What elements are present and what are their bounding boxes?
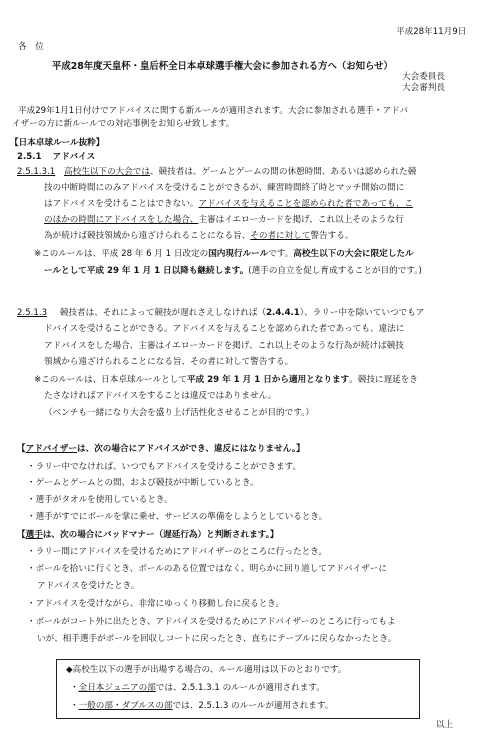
rule-text: 、競技者は、ゲームとゲームの間の休憩時間、あるいは認められた競 bbox=[149, 167, 417, 177]
rule-2-5-1-3-1-line-4 bbox=[44, 215, 404, 226]
rule-number: 2.5.1.3.1 bbox=[17, 167, 56, 177]
advisor-label: アドバイザー bbox=[25, 444, 78, 454]
rule-text-underlined: のほかの時間にアドバイスをした場合、 bbox=[44, 215, 199, 225]
rule-text: 競技者は、それによって競技が遅れさえしなければ（ bbox=[59, 308, 267, 318]
closing-mark: 以上 bbox=[436, 720, 454, 730]
player-item: ・ボールを拾いに行くとき、ボールのある位置ではなく、明らかに回り道してアドバイザーに bbox=[27, 564, 387, 574]
rule-text-underlined: その者に対して bbox=[250, 231, 311, 241]
bracket: 【 bbox=[17, 530, 26, 540]
rule-text: はアドバイスを受けることはできない。 bbox=[44, 199, 199, 209]
rule-condition: 高校生以下の大会では bbox=[64, 167, 150, 177]
rule-2-5-1-3-line-4: 領域から遠ざけられることになる旨、その者に対して警告する。 bbox=[44, 357, 294, 367]
rule-2-5-1-3-1-note-2 bbox=[44, 266, 422, 277]
notice-line-3 bbox=[70, 701, 333, 712]
rule-text: 為が続けば競技領域から遠ざけられることになる旨、 bbox=[44, 231, 251, 241]
advisor-item: ・選手がタオルを使用しているとき。 bbox=[27, 495, 173, 505]
intro-line-1: 平成29年1月1日付けでアドバイスに関する新ルールが適用されます。大会に参加される選手・アドバ bbox=[18, 106, 409, 116]
note-bold: ールとして平成 29 年 1 月 1 日以降も継続します。 bbox=[44, 266, 249, 276]
note-text: ※このルールは、日本卓球ルールとして bbox=[34, 375, 187, 385]
rule-2-5-1-3-note-1 bbox=[34, 375, 418, 386]
rule-text: ）、ラリー中を除いていつでもア bbox=[299, 308, 425, 318]
rule-2-5-1-3-1-line-3 bbox=[44, 199, 413, 210]
player-heading bbox=[17, 530, 278, 541]
heading-text: は、次の場合にバッドマナー（遅延行為）と判断されます。】 bbox=[42, 530, 279, 540]
player-item: ・ラリー間にアドバイスを受けるためにアドバイザーのところに行ったとき。 bbox=[27, 547, 328, 557]
player-item-continuation: いが、相手選手がボールを回収しコートに戻ったとき、直ちにテーブルに戻らなかったとき。 bbox=[37, 634, 397, 644]
date: 平成28年11月9日 bbox=[396, 27, 467, 37]
rule-2-5-1-3-1-line-2: 技の中断時間にのみアドバイスを受けることができるが、練習時間終了時とマッチ開始の間に bbox=[44, 183, 405, 193]
notice-text: では、2.5.1.3 のルールが適用されます。 bbox=[172, 701, 334, 711]
rule-2-5-1-3-line-1 bbox=[17, 308, 424, 319]
player-item: ・アドバイスを受けながら、非常にゆっくり移動し台に戻るとき。 bbox=[27, 599, 285, 609]
section-2-5-1 bbox=[17, 152, 95, 163]
rule-reference: 2.4.4.1 bbox=[266, 308, 300, 318]
notice-line-2 bbox=[70, 683, 325, 694]
player-label: 選手 bbox=[25, 530, 43, 540]
section-title: アドバイス bbox=[52, 152, 96, 162]
bullet: ・ bbox=[70, 701, 79, 711]
note-bold: 国内現行ルール bbox=[208, 249, 269, 259]
note-text: です。 bbox=[268, 249, 294, 259]
rule-2-5-1-3-note-3: （ベンチも一緒になり大会を盛り上げ活性化させることが目的です。） bbox=[44, 408, 315, 418]
sender-committee: 大会委員長 bbox=[402, 72, 445, 82]
intro-line-2: イザーの方に新ルールでの対応事例をお知らせ致します。 bbox=[12, 119, 235, 129]
rule-2-5-1-3-1-line-5 bbox=[44, 231, 353, 242]
division-junior: 全日本ジュニアの部 bbox=[78, 683, 156, 693]
advisor-item: ・ゲームとゲームとの間、および競技が中断しているとき。 bbox=[27, 478, 259, 488]
rule-text: 警告する。 bbox=[310, 231, 354, 241]
note-text: 。競技に遅延をき bbox=[349, 375, 418, 385]
rule-text-underlined: アドバイスを与えることを認められた者であっても、こ bbox=[198, 199, 413, 209]
notice-line-1: ◆高校生以下の選手が出場する場合の、ルール適用は以下のとおりです。 bbox=[66, 665, 347, 675]
rule-text: 主審はイエローカードを掲げ、これ以上そのような行 bbox=[198, 215, 404, 225]
note-bold: 平成 29 年 1 月 1 日から適用となります bbox=[186, 375, 350, 385]
rule-2-5-1-3-1-line-1 bbox=[17, 167, 416, 178]
notice-text: では、2.5.1.3.1 のルールが適用されます。 bbox=[155, 683, 325, 693]
heading-text: は、次の場合にアドバイスができ、違反にはなりません。】 bbox=[77, 444, 305, 454]
section-number: 2.5.1 bbox=[17, 152, 42, 162]
bullet: ・ bbox=[70, 683, 79, 693]
rule-2-5-1-3-1-note-1 bbox=[34, 249, 414, 260]
advisor-heading bbox=[17, 444, 305, 455]
rule-number: 2.5.1.3 bbox=[17, 308, 48, 318]
rule-2-5-1-3-line-3: アドバイスをした場合、主審はイエローカードを掲げ、これ以上そのような行為が続けば競技 bbox=[44, 341, 404, 351]
sender-referee: 大会審判長 bbox=[402, 83, 445, 93]
bracket: 【 bbox=[17, 444, 26, 454]
player-item-continuation: アドバイスを受けたとき。 bbox=[37, 581, 140, 591]
rules-heading: 【日本卓球ルール抜粋】 bbox=[10, 138, 105, 148]
division-general: 一般の部・ダブルスの部 bbox=[78, 701, 173, 711]
page-title: 平成28年度天皇杯・皇后杯全日本卓球選手権大会に参加される方へ（お知らせ） bbox=[52, 61, 393, 72]
rule-2-5-1-3-note-2: たさなければアドバイスをすることは違反ではありません。 bbox=[44, 391, 277, 401]
player-item: ・ボールがコート外に出たとき、アドバイスを受けるためにアドバイザーのところに行ってもよ bbox=[27, 617, 396, 627]
advisor-item: ・選手がすでにボールを掌に乗せ、サービスの準備をしようとしているとき。 bbox=[27, 512, 328, 522]
rule-2-5-1-3-line-2: ドバイスを受けることができる。アドバイスを与えることを認められた者であっても、違法に bbox=[44, 324, 405, 334]
note-bold: 高校生以下の大会に限定したル bbox=[293, 249, 414, 259]
addressee: 各 位 bbox=[18, 42, 44, 52]
note-text: (選手の自立を促し育成することが目的です。) bbox=[248, 266, 422, 276]
advisor-item: ・ラリー中でなければ、いつでもアドバイスを受けることができます。 bbox=[27, 462, 302, 472]
note-text: ※このルールは、平成 28 年 6 月 1 日改定の bbox=[34, 249, 209, 259]
